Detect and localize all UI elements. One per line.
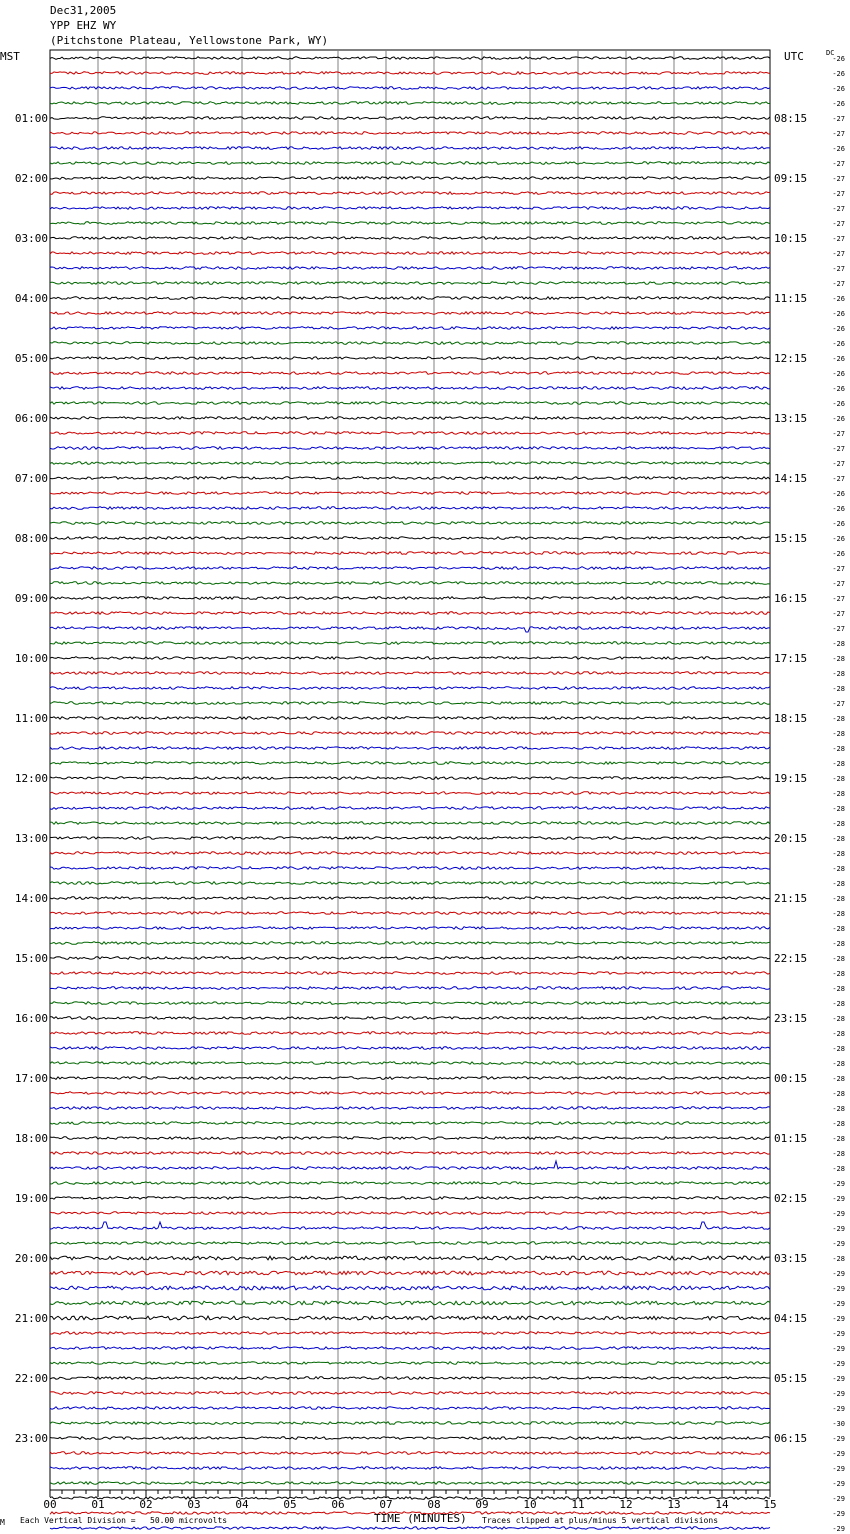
mst-hour-label: 03:00 [14, 232, 48, 245]
dc-offset-label: -28 [832, 1255, 845, 1263]
mst-hour-label: 15:00 [14, 952, 48, 965]
seismic-trace [50, 1002, 770, 1005]
dc-offset-label: -29 [832, 1465, 845, 1473]
seismic-trace [50, 207, 770, 210]
utc-hour-label: 23:15 [774, 1012, 808, 1025]
seismic-trace [50, 597, 770, 600]
seismic-trace [50, 1497, 770, 1500]
x-tick-label: 06 [331, 1498, 345, 1511]
vertical-scale-note: Each Vertical Division = 50.00 microvolts [20, 1516, 228, 1525]
seismic-trace [50, 132, 770, 135]
dc-offset-label: -27 [832, 130, 845, 138]
seismic-trace [50, 1137, 770, 1140]
dc-offset-label: -29 [832, 1225, 845, 1233]
dc-offset-label: -27 [832, 430, 845, 438]
seismic-trace [50, 1347, 770, 1350]
seismic-trace [50, 1301, 770, 1305]
dc-offset-label: -28 [832, 790, 845, 798]
mst-hour-label: 20:00 [14, 1252, 48, 1265]
seismic-trace [50, 552, 770, 555]
seismic-trace [50, 1092, 770, 1095]
utc-hour-label: 17:15 [774, 652, 808, 665]
dc-offset-label: -27 [832, 700, 845, 708]
utc-hour-label: 21:15 [774, 892, 808, 905]
dc-offset-label: -29 [832, 1450, 845, 1458]
dc-offset-label: -27 [832, 115, 845, 123]
dc-offset-label: -26 [832, 415, 845, 423]
dc-offset-label: -29 [832, 1270, 845, 1278]
mst-hour-label: 19:00 [14, 1192, 48, 1205]
seismic-trace [50, 747, 770, 750]
seismic-trace [50, 942, 770, 945]
seismic-trace [50, 1377, 770, 1380]
seismic-trace [50, 237, 770, 240]
dc-offset-label: -28 [832, 850, 845, 858]
seismic-trace [50, 972, 770, 975]
dc-offset-label: -27 [832, 610, 845, 618]
x-tick-label: 04 [235, 1498, 249, 1511]
x-tick-label: 01 [91, 1498, 105, 1511]
dc-offset-label: -28 [832, 775, 845, 783]
station-location: (Pitchstone Plateau, Yellowstone Park, WY) [50, 34, 329, 47]
dc-offset-label: -27 [832, 460, 845, 468]
dc-offset-label: -28 [832, 820, 845, 828]
seismic-trace [50, 1452, 770, 1455]
seismic-trace [50, 957, 770, 960]
x-axis-title: TIME (MINUTES) [374, 1512, 467, 1525]
mst-hour-label: 13:00 [14, 832, 48, 845]
dc-offset-label: -29 [832, 1240, 845, 1248]
mst-hour-label: 08:00 [14, 532, 48, 545]
seismic-trace [50, 1407, 770, 1410]
mst-hour-label: 12:00 [14, 772, 48, 785]
dc-offset-label: -28 [832, 805, 845, 813]
mst-hour-label: 10:00 [14, 652, 48, 665]
x-tick-label: 00 [43, 1498, 57, 1511]
utc-hour-label: 14:15 [774, 472, 808, 485]
dc-offset-label: -28 [832, 685, 845, 693]
dc-offset-label: -29 [832, 1315, 845, 1323]
seismic-trace [50, 117, 770, 120]
x-tick-label: 13 [667, 1498, 681, 1511]
x-tick-label: 11 [571, 1498, 585, 1511]
dc-offset-label: -28 [832, 1165, 845, 1173]
dc-offset-label: -29 [832, 1330, 845, 1338]
dc-offset-label: -26 [832, 490, 845, 498]
dc-offset-label: -26 [832, 535, 845, 543]
seismic-trace [50, 1212, 770, 1215]
seismic-trace [50, 1161, 770, 1169]
utc-hour-label: 05:15 [774, 1372, 808, 1385]
dc-offset-label: -28 [832, 1105, 845, 1113]
seismic-trace [50, 1182, 770, 1185]
corner-mark: M [0, 1518, 5, 1527]
x-tick-label: 05 [283, 1498, 297, 1511]
mst-hour-label: 01:00 [14, 112, 48, 125]
seismic-trace [50, 567, 770, 570]
dc-offset-label: -27 [832, 595, 845, 603]
mst-hour-label: 06:00 [14, 412, 48, 425]
mst-hour-label: 07:00 [14, 472, 48, 485]
seismic-trace [50, 777, 770, 780]
seismic-trace [50, 1152, 770, 1155]
seismic-trace [50, 867, 770, 870]
dc-offset-label: -28 [832, 1090, 845, 1098]
seismic-trace [50, 912, 770, 915]
seismic-trace [50, 222, 770, 225]
left-timezone-label: MST [0, 50, 20, 63]
x-tick-label: 14 [715, 1498, 729, 1511]
seismic-trace [50, 312, 770, 315]
seismic-trace [50, 537, 770, 540]
dc-offset-label: -28 [832, 1015, 845, 1023]
dc-offset-label: -28 [832, 745, 845, 753]
dc-offset-label: -27 [832, 580, 845, 588]
dc-offset-label: -29 [832, 1525, 845, 1533]
utc-hour-label: 20:15 [774, 832, 808, 845]
x-tick-label: 08 [427, 1498, 441, 1511]
seismic-trace [50, 1122, 770, 1125]
seismic-trace [50, 1467, 770, 1470]
x-tick-label: 02 [139, 1498, 153, 1511]
seismic-trace [50, 72, 770, 75]
seismic-trace [50, 162, 770, 165]
utc-hour-label: 19:15 [774, 772, 808, 785]
seismic-trace [50, 882, 770, 885]
utc-hour-label: 00:15 [774, 1072, 808, 1085]
seismic-trace [50, 582, 770, 585]
x-tick-label: 10 [523, 1498, 537, 1511]
x-tick-label: 03 [187, 1498, 201, 1511]
dc-offset-label: -28 [832, 910, 845, 918]
mst-hour-label: 21:00 [14, 1312, 48, 1325]
seismic-trace [50, 1256, 770, 1260]
seismic-trace [50, 522, 770, 525]
seismic-trace [50, 102, 770, 105]
dc-offset-label: -28 [832, 1120, 845, 1128]
seismic-trace [50, 1062, 770, 1065]
utc-hour-label: 13:15 [774, 412, 808, 425]
seismic-trace [50, 762, 770, 765]
seismic-trace [50, 357, 770, 360]
dc-offset-label: -29 [832, 1480, 845, 1488]
seismic-trace [50, 792, 770, 795]
dc-offset-label: -28 [832, 1150, 845, 1158]
seismic-trace [50, 372, 770, 375]
mst-hour-label: 22:00 [14, 1372, 48, 1385]
dc-offset-label: -28 [832, 1030, 845, 1038]
dc-offset-label: -28 [832, 1075, 845, 1083]
utc-hour-label: 06:15 [774, 1432, 808, 1445]
dc-offset-label: -26 [832, 100, 845, 108]
dc-offset-label: -29 [832, 1435, 845, 1443]
dc-offset-label: -28 [832, 1135, 845, 1143]
seismic-trace [50, 177, 770, 180]
seismic-trace [50, 1271, 770, 1275]
seismic-trace [50, 402, 770, 405]
mst-hour-label: 16:00 [14, 1012, 48, 1025]
seismic-trace [50, 1362, 770, 1365]
dc-offset-label: -28 [832, 985, 845, 993]
dc-offset-label: -28 [832, 895, 845, 903]
mst-hour-label: 09:00 [14, 592, 48, 605]
utc-hour-label: 04:15 [774, 1312, 808, 1325]
dc-offset-label: -27 [832, 220, 845, 228]
seismic-trace [50, 687, 770, 690]
seismic-trace [50, 282, 770, 285]
dc-offset-label: -26 [832, 550, 845, 558]
dc-offset-label: -28 [832, 1045, 845, 1053]
seismic-trace [50, 717, 770, 720]
seismic-trace [50, 147, 770, 150]
utc-hour-label: 18:15 [774, 712, 808, 725]
seismic-trace [50, 417, 770, 420]
seismic-trace [50, 267, 770, 270]
plot-date: Dec31,2005 [50, 4, 117, 17]
dc-offset-label: -26 [832, 310, 845, 318]
seismic-trace [50, 1197, 770, 1200]
dc-offset-label: -26 [832, 355, 845, 363]
seismic-trace [50, 1047, 770, 1050]
utc-hour-label: 22:15 [774, 952, 808, 965]
dc-offset-label: -29 [832, 1180, 845, 1188]
utc-hour-label: 12:15 [774, 352, 808, 365]
dc-offset-label: -28 [832, 655, 845, 663]
dc-offset-label: -27 [832, 160, 845, 168]
seismic-trace [50, 477, 770, 480]
dc-offset-label: -26 [832, 370, 845, 378]
dc-offset-label: -28 [832, 715, 845, 723]
dc-offset-label: -27 [832, 190, 845, 198]
x-tick-label: 07 [379, 1498, 393, 1511]
seismic-trace [50, 657, 770, 660]
seismic-trace [50, 1077, 770, 1080]
dc-offset-label: -27 [832, 445, 845, 453]
utc-hour-label: 01:15 [774, 1132, 808, 1145]
dc-offset-label: -29 [832, 1375, 845, 1383]
dc-offset-label: -30 [832, 1420, 845, 1428]
station-code: YPP EHZ WY [50, 19, 117, 32]
seismic-trace [50, 642, 770, 645]
dc-offset-label: -26 [832, 85, 845, 93]
seismic-trace [50, 192, 770, 195]
seismic-trace [50, 837, 770, 840]
dc-offset-label: -27 [832, 475, 845, 483]
dc-offset-label: -28 [832, 1000, 845, 1008]
dc-offset-label: -27 [832, 565, 845, 573]
utc-hour-label: 16:15 [774, 592, 808, 605]
mst-hour-label: 23:00 [14, 1432, 48, 1445]
dc-offset-label: -26 [832, 340, 845, 348]
seismic-trace [50, 387, 770, 390]
seismic-trace [50, 1332, 770, 1335]
mst-hour-label: 14:00 [14, 892, 48, 905]
dc-offset-label: -28 [832, 835, 845, 843]
mst-hour-label: 17:00 [14, 1072, 48, 1085]
dc-offset-label: -27 [832, 205, 845, 213]
x-tick-label: 12 [619, 1498, 633, 1511]
dc-offset-label: -26 [832, 520, 845, 528]
seismic-trace [50, 342, 770, 345]
dc-offset-header: DC [826, 49, 835, 57]
seismic-trace [50, 252, 770, 255]
dc-offset-label: -29 [832, 1300, 845, 1308]
seismic-trace [50, 1527, 770, 1530]
seismic-trace [50, 492, 770, 495]
utc-hour-label: 10:15 [774, 232, 808, 245]
seismic-trace [50, 627, 770, 632]
dc-offset-label: -26 [832, 385, 845, 393]
dc-offset-label: -29 [832, 1195, 845, 1203]
dc-offset-label: -26 [832, 325, 845, 333]
seismic-trace [50, 927, 770, 930]
utc-hour-label: 11:15 [774, 292, 808, 305]
dc-offset-label: -29 [832, 1405, 845, 1413]
x-tick-label: 15 [763, 1498, 777, 1511]
dc-offset-label: -28 [832, 880, 845, 888]
dc-offset-label: -27 [832, 235, 845, 243]
dc-offset-label: -27 [832, 280, 845, 288]
utc-hour-label: 09:15 [774, 172, 808, 185]
seismic-trace [50, 732, 770, 735]
seismic-trace [50, 462, 770, 465]
seismic-trace [50, 1316, 770, 1320]
seismic-trace [50, 1422, 770, 1425]
seismic-trace [50, 1107, 770, 1110]
dc-offset-label: -29 [832, 1390, 845, 1398]
seismic-trace [50, 897, 770, 900]
mst-hour-label: 18:00 [14, 1132, 48, 1145]
utc-hour-label: 02:15 [774, 1192, 808, 1205]
utc-hour-label: 15:15 [774, 532, 808, 545]
dc-offset-label: -26 [832, 400, 845, 408]
x-tick-label: 09 [475, 1498, 489, 1511]
dc-offset-label: -26 [832, 295, 845, 303]
seismic-trace [50, 447, 770, 450]
dc-offset-label: -26 [832, 55, 845, 63]
dc-offset-label: -29 [832, 1360, 845, 1368]
dc-offset-label: -28 [832, 865, 845, 873]
dc-offset-label: -29 [832, 1210, 845, 1218]
seismic-trace [50, 1242, 770, 1245]
seismic-trace [50, 852, 770, 855]
dc-offset-label: -27 [832, 625, 845, 633]
seismic-trace [50, 1222, 770, 1229]
dc-offset-label: -29 [832, 1495, 845, 1503]
dc-offset-label: -27 [832, 175, 845, 183]
dc-offset-label: -28 [832, 640, 845, 648]
mst-hour-label: 02:00 [14, 172, 48, 185]
dc-offset-label: -29 [832, 1510, 845, 1518]
seismic-trace [50, 327, 770, 330]
utc-hour-label: 08:15 [774, 112, 808, 125]
seismic-trace [50, 612, 770, 615]
clipping-note: Traces clipped at plus/minus 5 vertical divisions [482, 1516, 719, 1525]
dc-offset-label: -28 [832, 970, 845, 978]
seismic-trace [50, 57, 770, 60]
seismic-trace [50, 1482, 770, 1485]
dc-offset-label: -28 [832, 730, 845, 738]
right-timezone-label: UTC [784, 50, 804, 63]
dc-offset-label: -28 [832, 955, 845, 963]
seismic-trace [50, 1392, 770, 1395]
dc-offset-label: -28 [832, 925, 845, 933]
mst-hour-label: 04:00 [14, 292, 48, 305]
dc-offset-label: -29 [832, 1345, 845, 1353]
dc-offset-label: -27 [832, 250, 845, 258]
mst-hour-label: 05:00 [14, 352, 48, 365]
seismic-trace [50, 672, 770, 675]
mst-hour-label: 11:00 [14, 712, 48, 725]
seismic-trace [50, 822, 770, 825]
seismic-trace [50, 432, 770, 435]
dc-offset-label: -29 [832, 1285, 845, 1293]
dc-offset-label: -27 [832, 265, 845, 273]
seismic-trace [50, 297, 770, 300]
seismic-trace [50, 507, 770, 510]
seismic-trace [50, 1437, 770, 1440]
seismic-trace [50, 1286, 770, 1290]
seismic-trace [50, 987, 770, 990]
dc-offset-label: -28 [832, 760, 845, 768]
seismic-trace [50, 1017, 770, 1020]
dc-offset-label: -26 [832, 145, 845, 153]
dc-offset-label: -28 [832, 1060, 845, 1068]
seismic-trace [50, 1032, 770, 1035]
dc-offset-label: -28 [832, 670, 845, 678]
seismic-trace [50, 807, 770, 810]
dc-offset-label: -26 [832, 70, 845, 78]
utc-hour-label: 03:15 [774, 1252, 808, 1265]
seismic-trace [50, 87, 770, 90]
dc-offset-label: -28 [832, 940, 845, 948]
seismic-trace [50, 702, 770, 705]
dc-offset-label: -26 [832, 505, 845, 513]
